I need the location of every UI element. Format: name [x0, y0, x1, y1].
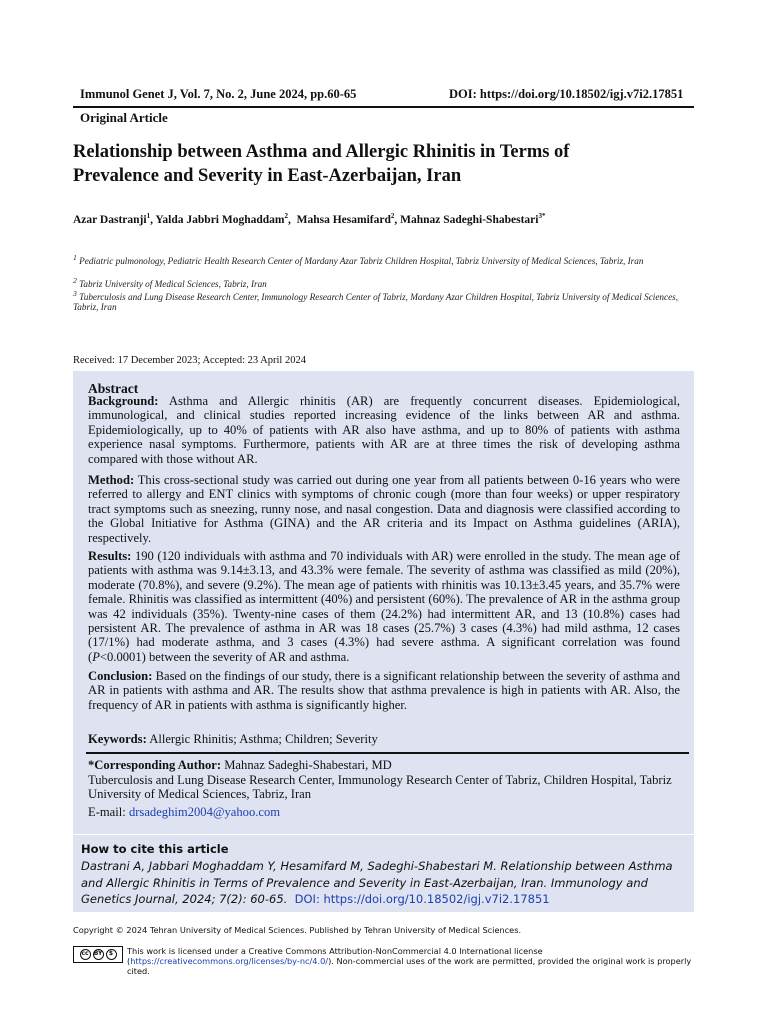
results-text: 190 (120 individuals with asthma and 70 individuals with AR) were enrolled in the study. The mean age of patients with asthma was 9.14±3.13, and 43.3% were female. The severity of asthma was classified as mild (20%), moderate (70.8%), and severe (9.2%). The mean age of patients with rhinitis was 10.13±3.45 years, and 35.7% were female. Rhinitis was classified as intermittent (40%) and persistent (60%). The prevalence of AR in the asthma group was 42 individuals (35%). Twenty-nine cases of them (24.2%) had intermittent AR, and 13 (10.8%) cases had persistent AR. The prevalence of asthma in AR was 18 cases (25.7%) 3 cases (4.3%) had mild asthma, 12 cases (17/1%) had moderate asthma, and 3 cases (4.3%) had severe asthma. A significant correlation was found ( [88, 549, 680, 664]
background-text: Asthma and Allergic rhinitis (AR) are frequently concurrent diseases. Epidemiological, immunological, and clinical studies reported increasing evidence of the links between AR and asthma. Epidemiologically, up to 40% of patients with AR also have asthma, and up to 80% of patients with asthma experience nasal symptoms. Furthermore, patients with AR are at three times the risk of developing asthma compared with those without AR. [88, 394, 680, 466]
keywords-text: Allergic Rhinitis; Asthma; Children; Severity [149, 732, 378, 746]
citation-body: Dastrani A, Jabbari Moghaddam Y, Hesamifard M, Sadeghi-Shabestari M. Relationship between Asthma and Allergic Rhinitis in Terms of Prevalence and Severity in East-Azerbaijan, Iran. Immunology and Genetics Journal, 2024; 7(2): 60-65. [81, 859, 673, 906]
by-icon: BY [93, 949, 104, 960]
corresponding-divider [86, 752, 689, 754]
license-text-a: This work is licensed under a Creative Commons Attribution-NonCommercial 4.0 International license ( [127, 946, 543, 966]
keywords [88, 732, 680, 746]
cc-icon: cc [80, 949, 91, 960]
article-title [73, 140, 693, 188]
abstract-conclusion [88, 669, 680, 712]
email-link[interactable]: drsadeghim2004@yahoo.com [128, 805, 281, 819]
title-line-1: Relationship between Asthma and Allergic Rhinitis in Terms of [73, 142, 570, 162]
aff-sup: 1 [73, 253, 77, 262]
affiliation-1 [73, 253, 695, 267]
keywords-label: Keywords: [88, 732, 147, 746]
author-sup: 2 [390, 212, 395, 220]
method-label: Method: [88, 473, 135, 487]
journal-citation: Immunol Genet J, Vol. 7, No. 2, June 2024, pp.60-65 [80, 87, 357, 101]
header-divider [73, 106, 694, 108]
author-sup: 1 [146, 212, 151, 220]
conclusion-text: Based on the findings of our study, there is a significant relationship between the severity of asthma and AR in patients with asthma and AR. The results show that asthma prevalence is high in patients with AR. Also, the frequency of AR in patients with asthma is significantly higher. [88, 669, 680, 712]
author-sup: 3* [538, 212, 546, 220]
corresponding-name: Mahnaz Sadeghi-Shabestari, MD [224, 758, 392, 772]
license-text [127, 946, 693, 976]
results-label: Results: [88, 549, 132, 563]
email-label: E-mail: [88, 805, 126, 819]
method-text: This cross-sectional study was carried out during one year from all patients between 0-16 years who were referred to allergy and ENT clinics with symptoms of chronic cough (more than four weeks) or upper respiratory tract symptoms such as sneezing, runny nose, and nasal congestion. Data and diagnosis were classified according to the Global Initiative for Asthma (GINA) and the AR criteria and its Impact on Asthma guidelines (ARIA), respectively. [88, 473, 680, 545]
author-name: Azar Dastranji [73, 213, 147, 226]
cc-license-icon[interactable] [73, 946, 123, 963]
corresponding-address: Tuberculosis and Lung Disease Research Center, Immunology Research Center of Tabriz, Children Hospital, Tabriz University of Medical Sciences, Tabriz, Iran [88, 772, 672, 801]
abstract-method [88, 473, 680, 545]
author-name: Mahsa Hesamifard [296, 213, 391, 226]
aff-text: Pediatric pulmonology, Pediatric Health Research Center of Mardany Azar Tabriz Children Hospital, Tabriz University of Medical Sciences, Tabriz, Iran [79, 256, 644, 267]
author-name: Mahnaz Sadeghi-Shabestari [400, 213, 539, 226]
corresponding-author [88, 758, 680, 802]
author-sup: 2 [284, 212, 288, 220]
license-link[interactable]: https://creativecommons.org/licenses/by-nc/4.0/ [130, 956, 329, 966]
copyright-notice: Copyright © 2024 Tehran University of Medical Sciences. Published by Tehran University of Medical Sciences. [73, 925, 522, 935]
header-doi[interactable]: DOI: https://doi.org/10.18502/igj.v7i2.17851 [449, 87, 684, 101]
aff-sup: 3 [73, 289, 77, 298]
conclusion-label: Conclusion: [88, 669, 153, 683]
license-text-b: ). Non-commercial uses of the work are permitted, provided the original work is properly cited. [127, 956, 692, 976]
citation-heading: How to cite this article [81, 842, 229, 856]
background-label: Background: [88, 394, 159, 408]
author-name: Yalda Jabbri Moghaddam [155, 213, 285, 226]
abstract-background [88, 394, 680, 466]
affiliation-3 [73, 289, 695, 312]
author-list: Azar Dastranji$^1$, Yalda Jabbri Moghaddam$^2$, Mahsa Hesamifard$^2$, Mahnaz Sadeghi-Shabestari$^{3*}$ [73, 212, 546, 226]
aff-text: Tabriz University of Medical Sciences, Tabriz, Iran [79, 279, 267, 290]
abstract-heading: Abstract [88, 381, 139, 396]
affiliation-2 [73, 276, 695, 290]
nc-icon: $ [106, 949, 117, 960]
aff-sup: 2 [73, 276, 77, 285]
results-p: P [92, 649, 100, 664]
citation-doi-link[interactable]: DOI: https://doi.org/10.18502/igj.v7i2.17851 [294, 892, 550, 906]
citation-text [81, 858, 691, 908]
abstract-results [88, 549, 680, 664]
received-accepted-dates: Received: 17 December 2023; Accepted: 23 April 2024 [73, 355, 306, 366]
corresponding-label: *Corresponding Author: [88, 758, 222, 772]
corresponding-email-row [88, 805, 680, 819]
aff-text: Tuberculosis and Lung Disease Research Center, Immunology Research Center of Tabriz, Mardany Azar Children Hospital, Tabriz University of Medical Sciences, Tabriz, Iran [73, 292, 679, 312]
results-text-end: <0.0001) between the severity of AR and asthma. [99, 649, 350, 664]
title-line-2: Prevalence and Severity in East-Azerbaijan, Iran [73, 166, 462, 186]
article-type: Original Article [80, 110, 168, 125]
